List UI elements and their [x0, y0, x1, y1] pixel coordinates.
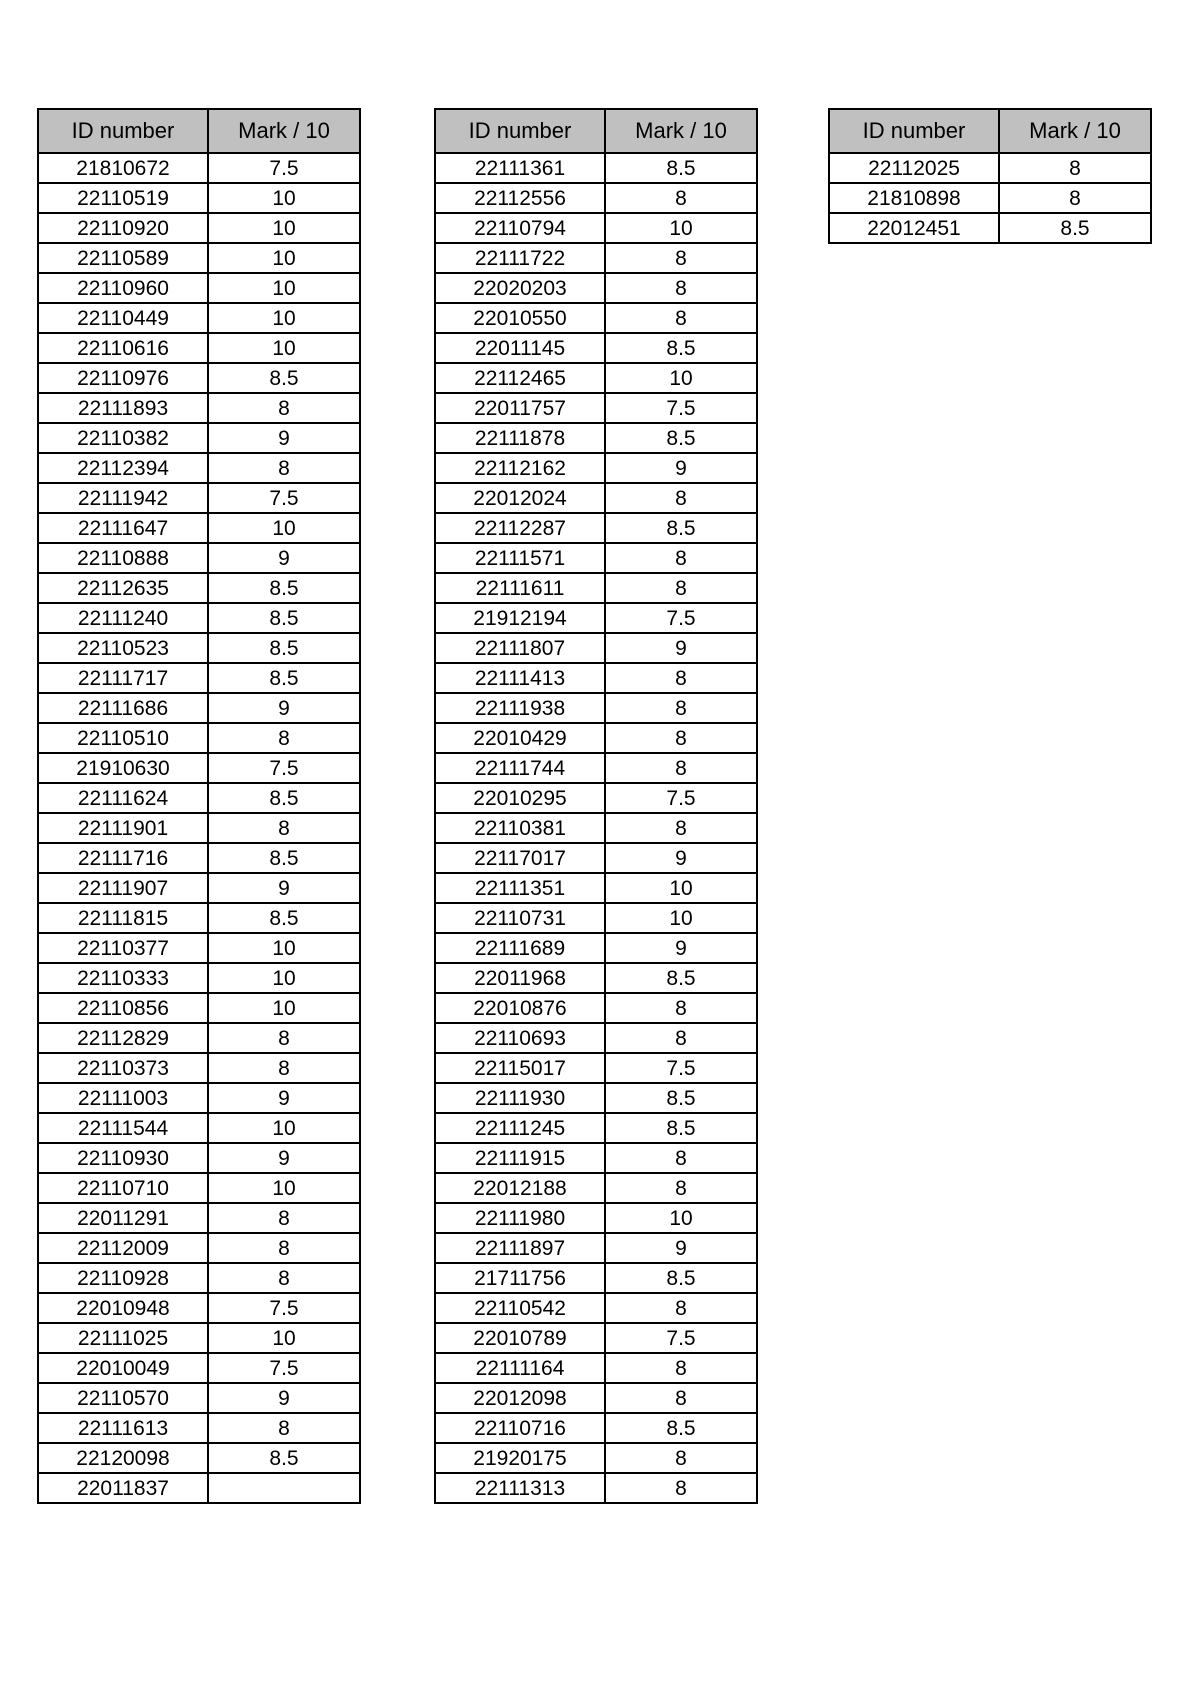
mark-cell: 9 [208, 1143, 360, 1173]
table-row [435, 1233, 757, 1263]
id-number-cell: 22111722 [435, 243, 605, 273]
id-number-cell: 22111901 [38, 813, 208, 843]
id-number-cell: 22110589 [38, 243, 208, 273]
mark-cell: 10 [208, 183, 360, 213]
mark-cell: 8.5 [208, 663, 360, 693]
table-row [435, 693, 757, 723]
table-row [435, 1203, 757, 1233]
mark-cell: 8 [999, 153, 1151, 183]
mark-header: Mark / 10 [208, 109, 360, 153]
id-number-cell: 22111807 [435, 633, 605, 663]
id-number-cell: 22111878 [435, 423, 605, 453]
mark-cell: 8 [605, 1173, 757, 1203]
table-row [435, 393, 757, 423]
mark-cell: 8 [605, 1443, 757, 1473]
marks-table-3 [828, 108, 1152, 244]
table-row [38, 1473, 360, 1503]
id-number-cell: 22111686 [38, 693, 208, 723]
table-row [435, 753, 757, 783]
id-number-cell: 21810672 [38, 153, 208, 183]
mark-cell: 10 [208, 273, 360, 303]
id-number-cell: 22110710 [38, 1173, 208, 1203]
mark-cell: 8 [605, 483, 757, 513]
id-number-cell: 22111717 [38, 663, 208, 693]
mark-cell: 10 [208, 513, 360, 543]
id-number-cell: 22110731 [435, 903, 605, 933]
mark-cell: 8 [208, 1233, 360, 1263]
table-row [435, 603, 757, 633]
mark-cell: 8.5 [605, 513, 757, 543]
id-number-cell: 22111571 [435, 543, 605, 573]
mark-cell: 8 [208, 1053, 360, 1083]
table-row [38, 1323, 360, 1353]
table-row [435, 273, 757, 303]
mark-cell: 8 [605, 753, 757, 783]
mark-cell: 8 [605, 1383, 757, 1413]
id-number-cell: 22111938 [435, 693, 605, 723]
table-row [38, 213, 360, 243]
table-row [38, 663, 360, 693]
id-number-cell: 22112556 [435, 183, 605, 213]
table-row [38, 513, 360, 543]
id-number-cell: 22111313 [435, 1473, 605, 1503]
id-number-cell: 22111413 [435, 663, 605, 693]
mark-cell: 8 [605, 1143, 757, 1173]
mark-cell: 9 [605, 933, 757, 963]
table-row [435, 1443, 757, 1473]
mark-cell: 9 [605, 1233, 757, 1263]
mark-cell: 8 [605, 693, 757, 723]
table-row [38, 693, 360, 723]
id-number-cell: 22111613 [38, 1413, 208, 1443]
mark-cell: 8.5 [605, 1113, 757, 1143]
table-row [435, 1113, 757, 1143]
table-row [435, 963, 757, 993]
table-row [435, 903, 757, 933]
mark-cell: 8.5 [208, 633, 360, 663]
mark-cell: 8 [605, 183, 757, 213]
id-number-cell: 22111893 [38, 393, 208, 423]
id-number-cell: 22110510 [38, 723, 208, 753]
id-number-cell: 22010049 [38, 1353, 208, 1383]
table-row [435, 543, 757, 573]
id-number-cell: 22111624 [38, 783, 208, 813]
mark-cell: 10 [208, 333, 360, 363]
mark-cell: 8.5 [208, 603, 360, 633]
mark-cell: 8 [605, 1353, 757, 1383]
table-row [435, 813, 757, 843]
mark-cell: 8 [208, 393, 360, 423]
id-number-cell: 22110716 [435, 1413, 605, 1443]
id-number-cell: 22010876 [435, 993, 605, 1023]
mark-cell: 9 [208, 543, 360, 573]
id-number-cell: 22012098 [435, 1383, 605, 1413]
mark-cell: 10 [208, 1113, 360, 1143]
id-number-cell: 22110928 [38, 1263, 208, 1293]
mark-cell: 8 [208, 723, 360, 753]
table-row [38, 303, 360, 333]
id-number-header: ID number [829, 109, 999, 153]
mark-cell: 10 [208, 993, 360, 1023]
id-number-cell: 22111689 [435, 933, 605, 963]
mark-cell: 8 [605, 273, 757, 303]
table-row [435, 633, 757, 663]
id-number-cell: 22112025 [829, 153, 999, 183]
id-number-cell: 21711756 [435, 1263, 605, 1293]
id-number-cell: 22110693 [435, 1023, 605, 1053]
header-row [38, 109, 360, 153]
mark-cell: 8 [605, 1293, 757, 1323]
table-row [38, 1023, 360, 1053]
id-number-cell: 22111815 [38, 903, 208, 933]
table-row [38, 543, 360, 573]
mark-cell: 7.5 [605, 1323, 757, 1353]
table-row [38, 1443, 360, 1473]
id-number-cell: 22010948 [38, 1293, 208, 1323]
id-number-cell: 22115017 [435, 1053, 605, 1083]
id-number-cell: 22110381 [435, 813, 605, 843]
id-number-cell: 22111351 [435, 873, 605, 903]
mark-cell: 9 [605, 843, 757, 873]
table-row [38, 1293, 360, 1323]
id-number-cell: 22111897 [435, 1233, 605, 1263]
mark-cell [208, 1473, 360, 1503]
mark-cell: 8 [605, 663, 757, 693]
mark-cell: 9 [208, 1383, 360, 1413]
mark-cell: 10 [605, 873, 757, 903]
table-row [435, 573, 757, 603]
table-row [38, 843, 360, 873]
table-row [38, 933, 360, 963]
mark-cell: 8.5 [208, 1443, 360, 1473]
id-number-cell: 22011837 [38, 1473, 208, 1503]
id-number-cell: 22011145 [435, 333, 605, 363]
id-number-cell: 22111716 [38, 843, 208, 873]
id-number-cell: 22111744 [435, 753, 605, 783]
id-number-cell: 22111544 [38, 1113, 208, 1143]
table-row [38, 183, 360, 213]
id-number-cell: 22110449 [38, 303, 208, 333]
table-row [435, 1263, 757, 1293]
id-number-cell: 22011291 [38, 1203, 208, 1233]
table-row [435, 333, 757, 363]
mark-cell: 10 [605, 363, 757, 393]
id-number-cell: 22111611 [435, 573, 605, 603]
mark-cell: 8 [208, 1263, 360, 1293]
mark-cell: 8.5 [208, 363, 360, 393]
table-row [38, 483, 360, 513]
table-row [435, 1173, 757, 1203]
id-number-cell: 22110519 [38, 183, 208, 213]
table-row [38, 813, 360, 843]
table-row [435, 1293, 757, 1323]
table-row [435, 303, 757, 333]
table-row [435, 1473, 757, 1503]
table-row [38, 453, 360, 483]
table-row [38, 1173, 360, 1203]
mark-cell: 10 [208, 1323, 360, 1353]
table-row [435, 213, 757, 243]
mark-cell: 8.5 [605, 333, 757, 363]
mark-cell: 8 [605, 723, 757, 753]
table-row [435, 453, 757, 483]
id-number-cell: 21912194 [435, 603, 605, 633]
mark-cell: 8 [605, 543, 757, 573]
id-number-cell: 22012188 [435, 1173, 605, 1203]
mark-cell: 10 [208, 933, 360, 963]
id-number-cell: 22111245 [435, 1113, 605, 1143]
table-row [435, 993, 757, 1023]
table-row [38, 1383, 360, 1413]
table-row [829, 213, 1151, 243]
id-number-cell: 22110377 [38, 933, 208, 963]
id-number-cell: 22110542 [435, 1293, 605, 1323]
mark-cell: 10 [208, 963, 360, 993]
mark-cell: 10 [208, 1173, 360, 1203]
mark-cell: 8.5 [605, 423, 757, 453]
id-number-cell: 22110570 [38, 1383, 208, 1413]
mark-cell: 8.5 [605, 1083, 757, 1113]
id-number-cell: 22111240 [38, 603, 208, 633]
id-number-cell: 22110794 [435, 213, 605, 243]
mark-cell: 10 [605, 213, 757, 243]
table-row [435, 1083, 757, 1113]
table-row [38, 333, 360, 363]
mark-cell: 9 [605, 633, 757, 663]
mark-header: Mark / 10 [605, 109, 757, 153]
mark-cell: 8.5 [605, 963, 757, 993]
table-row [435, 243, 757, 273]
mark-cell: 8 [605, 1473, 757, 1503]
mark-cell: 10 [208, 243, 360, 273]
id-number-cell: 22010550 [435, 303, 605, 333]
id-number-header: ID number [435, 109, 605, 153]
marks-table-1 [37, 108, 361, 1504]
table-row [435, 663, 757, 693]
id-number-cell: 22111003 [38, 1083, 208, 1113]
mark-cell: 7.5 [605, 783, 757, 813]
mark-cell: 8.5 [605, 153, 757, 183]
id-number-cell: 22110382 [38, 423, 208, 453]
table-row [38, 783, 360, 813]
id-number-cell: 22110888 [38, 543, 208, 573]
mark-cell: 7.5 [208, 1293, 360, 1323]
id-number-cell: 22110856 [38, 993, 208, 1023]
table-row [38, 963, 360, 993]
table-row [435, 363, 757, 393]
header-row [435, 109, 757, 153]
table-row [38, 573, 360, 603]
table-row [38, 1083, 360, 1113]
mark-cell: 8.5 [208, 843, 360, 873]
mark-cell: 7.5 [605, 393, 757, 423]
id-number-cell: 22111164 [435, 1353, 605, 1383]
id-number-cell: 22120098 [38, 1443, 208, 1473]
mark-cell: 8 [208, 813, 360, 843]
id-number-cell: 22111025 [38, 1323, 208, 1353]
table-row [435, 423, 757, 453]
mark-cell: 8 [605, 813, 757, 843]
table-row [38, 1233, 360, 1263]
table-row [38, 1413, 360, 1443]
id-number-cell: 22110976 [38, 363, 208, 393]
table-row [38, 243, 360, 273]
table-row [38, 423, 360, 453]
mark-cell: 7.5 [605, 603, 757, 633]
mark-cell: 8 [605, 993, 757, 1023]
table-row [38, 993, 360, 1023]
mark-cell: 8 [605, 243, 757, 273]
table-row [38, 273, 360, 303]
table-row [435, 783, 757, 813]
table-row [435, 183, 757, 213]
id-number-cell: 22012451 [829, 213, 999, 243]
id-number-cell: 22011757 [435, 393, 605, 423]
mark-cell: 10 [605, 903, 757, 933]
mark-cell: 8 [208, 453, 360, 483]
table-row [38, 633, 360, 663]
table-row [435, 843, 757, 873]
id-number-cell: 22111915 [435, 1143, 605, 1173]
id-number-cell: 21910630 [38, 753, 208, 783]
table-row [38, 1053, 360, 1083]
id-number-cell: 22010295 [435, 783, 605, 813]
id-number-cell: 22110960 [38, 273, 208, 303]
mark-cell: 7.5 [208, 483, 360, 513]
id-number-cell: 22110930 [38, 1143, 208, 1173]
mark-cell: 8.5 [208, 783, 360, 813]
id-number-cell: 22012024 [435, 483, 605, 513]
table-row [435, 873, 757, 903]
table-row [38, 903, 360, 933]
mark-cell: 7.5 [208, 1353, 360, 1383]
id-number-cell: 22112009 [38, 1233, 208, 1263]
table-row [38, 1203, 360, 1233]
table-row [38, 753, 360, 783]
id-number-cell: 22111907 [38, 873, 208, 903]
mark-cell: 8.5 [605, 1263, 757, 1293]
id-number-cell: 22112162 [435, 453, 605, 483]
table-row [38, 393, 360, 423]
id-number-cell: 22112465 [435, 363, 605, 393]
mark-cell: 8 [605, 303, 757, 333]
id-number-cell: 22112287 [435, 513, 605, 543]
table-row [435, 483, 757, 513]
table-row [435, 1383, 757, 1413]
mark-cell: 8.5 [605, 1413, 757, 1443]
mark-cell: 8 [999, 183, 1151, 213]
mark-cell: 8 [208, 1203, 360, 1233]
mark-cell: 8.5 [999, 213, 1151, 243]
table-row [38, 1263, 360, 1293]
id-number-cell: 22110523 [38, 633, 208, 663]
mark-cell: 10 [605, 1203, 757, 1233]
table-row [38, 153, 360, 183]
mark-cell: 7.5 [605, 1053, 757, 1083]
mark-cell: 10 [208, 213, 360, 243]
id-number-cell: 22111942 [38, 483, 208, 513]
table-row [38, 363, 360, 393]
table-row [435, 1323, 757, 1353]
id-number-cell: 22111930 [435, 1083, 605, 1113]
mark-cell: 9 [208, 693, 360, 723]
table-row [38, 723, 360, 753]
table-row [38, 603, 360, 633]
mark-cell: 8 [605, 1023, 757, 1053]
id-number-cell: 21920175 [435, 1443, 605, 1473]
id-number-cell: 22110616 [38, 333, 208, 363]
id-number-cell: 22110333 [38, 963, 208, 993]
id-number-cell: 22110920 [38, 213, 208, 243]
mark-header: Mark / 10 [999, 109, 1151, 153]
table-row [435, 1023, 757, 1053]
id-number-cell: 22112635 [38, 573, 208, 603]
table-row [435, 1413, 757, 1443]
table-row [38, 1353, 360, 1383]
id-number-cell: 22111647 [38, 513, 208, 543]
mark-cell: 9 [208, 423, 360, 453]
mark-cell: 8.5 [208, 573, 360, 603]
id-number-cell: 22010789 [435, 1323, 605, 1353]
mark-cell: 8 [208, 1023, 360, 1053]
table-row [435, 723, 757, 753]
mark-cell: 8.5 [208, 903, 360, 933]
mark-cell: 7.5 [208, 753, 360, 783]
id-number-cell: 22117017 [435, 843, 605, 873]
id-number-cell: 22011968 [435, 963, 605, 993]
mark-cell: 9 [208, 1083, 360, 1113]
table-row [829, 183, 1151, 213]
id-number-cell: 22111361 [435, 153, 605, 183]
mark-cell: 7.5 [208, 153, 360, 183]
table-row [829, 153, 1151, 183]
marks-table-2 [434, 108, 758, 1504]
header-row [829, 109, 1151, 153]
table-row [435, 513, 757, 543]
table-row [38, 873, 360, 903]
mark-cell: 9 [605, 453, 757, 483]
id-number-cell: 22020203 [435, 273, 605, 303]
table-row [435, 1053, 757, 1083]
mark-cell: 10 [208, 303, 360, 333]
id-number-cell: 22010429 [435, 723, 605, 753]
id-number-header: ID number [38, 109, 208, 153]
mark-cell: 8 [605, 573, 757, 603]
mark-cell: 9 [208, 873, 360, 903]
table-row [435, 1353, 757, 1383]
id-number-cell: 21810898 [829, 183, 999, 213]
table-row [435, 933, 757, 963]
table-row [435, 153, 757, 183]
table-row [38, 1143, 360, 1173]
id-number-cell: 22112394 [38, 453, 208, 483]
table-row [435, 1143, 757, 1173]
id-number-cell: 22110373 [38, 1053, 208, 1083]
mark-cell: 8 [208, 1413, 360, 1443]
id-number-cell: 22111980 [435, 1203, 605, 1233]
table-row [38, 1113, 360, 1143]
id-number-cell: 22112829 [38, 1023, 208, 1053]
